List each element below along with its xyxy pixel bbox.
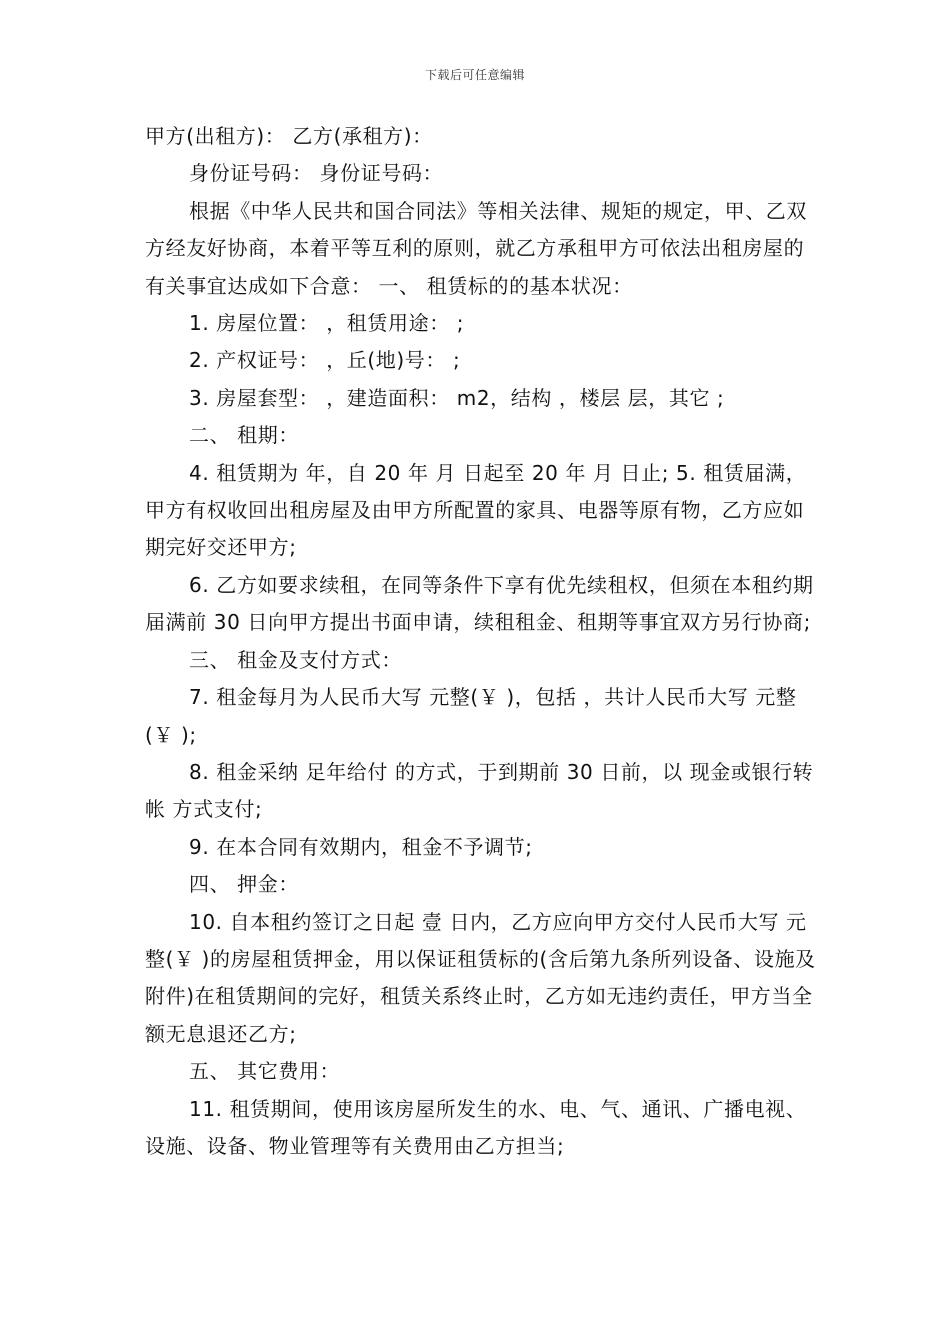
contract-body: [145, 118, 817, 1165]
clause-2: 2. 产权证号： ，丘(地)号： ;: [189, 348, 461, 373]
clause-1: 1. 房屋位置： ，租赁用途： ;: [189, 311, 465, 336]
section-heading-term: 二、 租期：: [189, 423, 299, 448]
preamble-paragraph: 根据《中华人民共和国合同法》等相关法律、规矩的规定，甲、乙双方经友好协商，本着平等互利的原则，就乙方承租甲方可依法出租房屋的有关事宜达成如下合意： 一、 租赁标的的基本状况：: [145, 198, 807, 298]
party-line: 甲方(出租方)： 乙方(承租方)：: [145, 124, 433, 148]
clause-4-5: 4. 租赁期为 年，自 20 年 月 日起至 20 年 月 日止; 5. 租赁届满，甲方有权收回出租房屋及由甲方所配置的家具、电器等原有物，乙方应如期完好交还甲方;: [145, 460, 807, 560]
page-header-note: 下载后可任意编辑: [424, 68, 525, 82]
clause-9: 9. 在本合同有效期内，租金不予调节;: [189, 834, 533, 859]
clause-6: 6. 乙方如要求续租，在同等条件下享有优先续租权，但须在本租约期届满前 30 日向甲方提出书面申请，续租租金、租期等事宜双方另行协商;: [145, 572, 814, 635]
section-heading-other-fees: 五、 其它费用：: [189, 1059, 341, 1084]
clause-10: 10. 自本租约签订之日起 壹 日内，乙方应向甲方交付人民币大写 元整(￥ )的房屋租赁押金，用以保证租赁标的(含后第九条所列设备、设施及附件)在租赁期间的完好，租赁关系终止时，乙方如无违约责任，甲方当全额无息退还乙方;: [145, 909, 816, 1046]
clause-7: 7. 租金每月为人民币大写 元整(￥ )，包括 ，共计人民币大写 元整(￥ );: [145, 685, 797, 747]
clause-11: 11. 租赁期间，使用该房屋所发生的水、电、气、通讯、广播电视、设施、设备、物业管理等有关费用由乙方担当;: [145, 1096, 807, 1158]
section-heading-rent: 三、 租金及支付方式：: [189, 647, 402, 672]
section-heading-deposit: 四、 押金：: [189, 872, 299, 897]
clause-3: 3. 房屋套型： ，建造面积： m2，结构 ，楼层 层，其它 ;: [189, 385, 725, 410]
id-number-line: 身份证号码： 身份证号码：: [189, 161, 444, 186]
clause-8: 8. 租金采纳 足年给付 的方式，于到期前 30 日前，以 现金或银行转帐 方式支付;: [145, 759, 814, 822]
